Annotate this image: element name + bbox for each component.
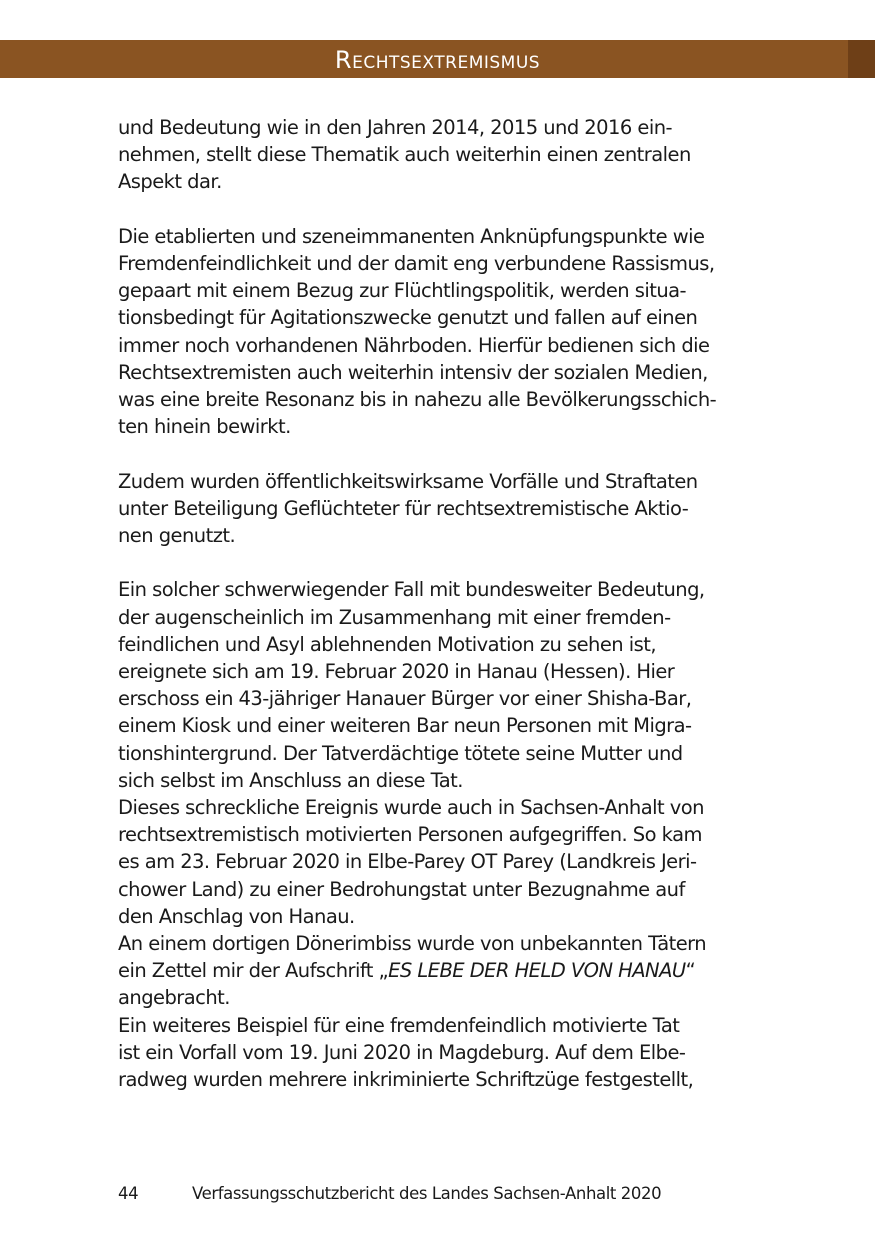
text-line: was eine breite Resonanz bis in nahezu alle Bevölkerungsschich- <box>118 388 717 412</box>
text-line: immer noch vorhandenen Nährboden. Hierfür bedienen sich die <box>118 333 710 357</box>
body-text <box>118 114 758 1093</box>
paragraph <box>118 1012 758 1094</box>
text-line: radweg wurden mehrere inkriminierte Schriftzüge festgestellt, <box>118 1068 694 1092</box>
text-line: Dieses schreckliche Ereignis wurde auch in Sachsen-Anhalt von <box>118 796 704 820</box>
text-line: tionshintergrund. Der Tatverdächtige tötete seine Mutter und <box>118 741 683 765</box>
text-line: ten hinein bewirkt. <box>118 415 291 439</box>
paragraph <box>118 468 758 550</box>
text-line: An einem dortigen Dönerimbiss wurde von unbekannten Tätern <box>118 932 707 956</box>
paragraph <box>118 794 758 930</box>
text-line: sich selbst im Anschluss an diese Tat. <box>118 768 463 792</box>
text-line <box>118 957 758 984</box>
chapter-title: Rechtsextremismus <box>334 46 541 74</box>
text-line: es am 23. Februar 2020 in Elbe-Parey OT Parey (Landkreis Jeri- <box>118 850 697 874</box>
text-line: Fremdenfeindlichkeit und der damit eng verbundene Rassismus, <box>118 252 715 275</box>
quoted-slogan: ES LEBE DER HELD VON HANAU <box>388 959 686 983</box>
text-line: ereignete sich am 19. Februar 2020 in Hanau (Hessen). Hier <box>118 660 675 684</box>
text-line: chower Land) zu einer Bedrohungstat unter Bezugnahme auf <box>118 877 685 901</box>
header-accent-block <box>848 40 875 78</box>
text-line: erschoss ein 43-jähriger Hanauer Bürger vor einer Shisha-Bar, <box>118 687 692 711</box>
text-line: gepaart mit einem Bezug zur Flüchtlingspolitik, werden situa- <box>118 279 687 303</box>
text-line: den Anschlag von Hanau. <box>118 904 355 928</box>
publication-title: Verfassungsschutzbericht des Landes Sachsen-Anhalt 2020 <box>192 1184 662 1203</box>
text-line: Ein weiteres Beispiel für eine fremdenfeindlich motivierte Tat <box>118 1013 680 1037</box>
text-line: ist ein Vorfall vom 19. Juni 2020 in Magdeburg. Auf dem Elbe- <box>118 1040 686 1064</box>
text-line: Die etablierten und szeneimmanenten Anknüpfungspunkte wie <box>118 224 705 248</box>
text-line: nen genutzt. <box>118 524 236 548</box>
text-segment: ein Zettel mir der Aufschrift „ <box>118 959 389 983</box>
text-line: tionsbedingt für Agitationszwecke genutzt und fallen auf einen <box>118 306 698 330</box>
paragraph <box>118 576 758 794</box>
paragraph <box>118 114 758 196</box>
text-line: Ein solcher schwerwiegender Fall mit bundesweiter Bedeutung, <box>118 578 705 602</box>
chapter-header-bar <box>0 40 875 78</box>
paragraph <box>118 930 758 1012</box>
text-line: einem Kiosk und einer weiteren Bar neun Personen mit Migra- <box>118 714 692 738</box>
text-line: angebracht. <box>118 986 230 1010</box>
text-segment: “ <box>685 959 696 983</box>
text-line: rechtsextremistisch motivierten Personen aufgegriffen. So kam <box>118 823 702 847</box>
page-number: 44 <box>118 1184 139 1203</box>
text-line: der augenscheinlich im Zusammenhang mit einer fremden- <box>118 605 671 629</box>
text-line: feindlichen und Asyl ablehnenden Motivation zu sehen ist, <box>118 632 656 656</box>
text-line: Aspekt dar. <box>118 170 222 194</box>
text-line: Rechtsextremisten auch weiterhin intensiv der sozialen Medien, <box>118 360 708 384</box>
paragraph <box>118 223 758 441</box>
text-line: unter Beteiligung Geflüchteter für rechtsextremistische Aktio- <box>118 496 689 520</box>
text-line: und Bedeutung wie in den Jahren 2014, 2015 und 2016 ein- <box>118 116 672 139</box>
text-line: nehmen, stellt diese Thematik auch weiterhin einen zentralen <box>118 143 691 167</box>
text-line: Zudem wurden öffentlichkeitswirksame Vorfälle und Straftaten <box>118 469 698 493</box>
